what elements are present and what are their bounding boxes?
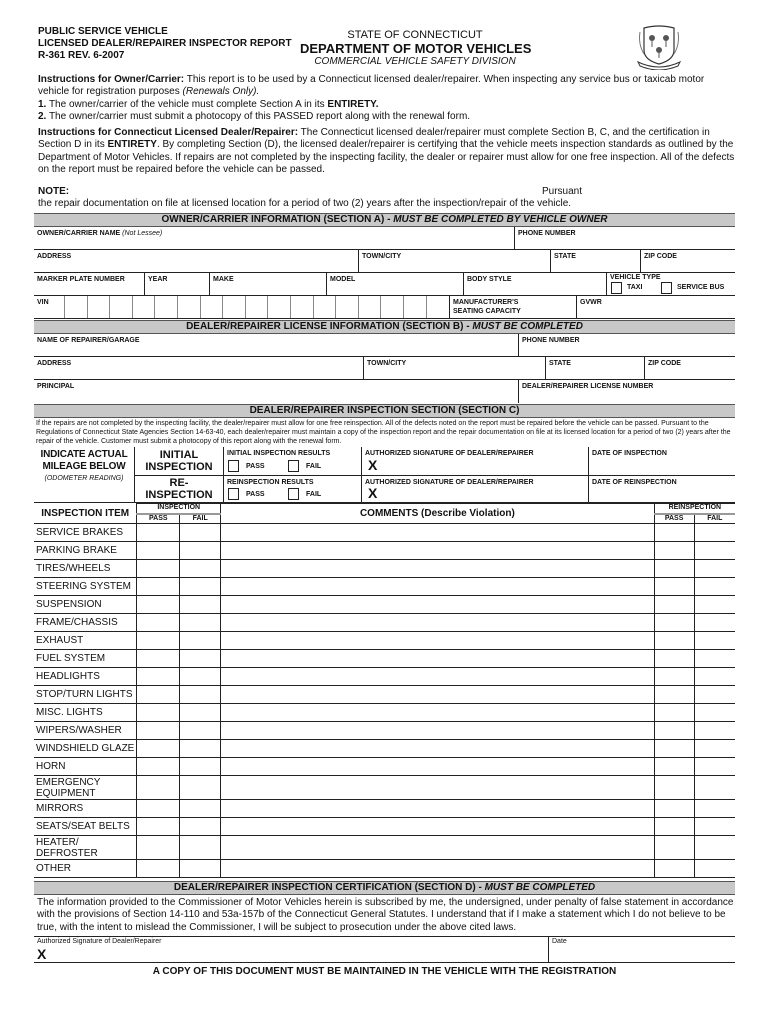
inspection-items-table [34, 503, 735, 878]
inspection-fail-cell[interactable] [180, 614, 221, 632]
pass-header: PASS [137, 514, 180, 524]
repairer-zip-field[interactable] [644, 357, 735, 379]
inspection-fail-cell[interactable] [180, 524, 221, 542]
inspection-fail-cell[interactable] [180, 836, 221, 860]
reinspection-fail-cell[interactable] [694, 686, 735, 704]
inspection-item-label: WINDSHIELD GLAZE [34, 740, 137, 758]
owner-name-field[interactable] [34, 227, 514, 249]
vin-box-divider [380, 296, 381, 318]
reinspection-fail-cell[interactable] [694, 632, 735, 650]
vin-box-divider [154, 296, 155, 318]
date-label: DATE OF REINSPECTION [592, 479, 677, 486]
reinspection-pass-cell[interactable] [654, 836, 694, 860]
town-label: TOWN/CITY [367, 360, 407, 367]
reinspection-results [223, 476, 361, 502]
inspection-block [34, 447, 735, 503]
comments-header: COMMENTS (Describe Violation) [221, 504, 655, 524]
owner-address-row [34, 250, 735, 273]
vin-box-divider [335, 296, 336, 318]
comments-cell[interactable] [221, 836, 655, 860]
inspection-fail-cell[interactable] [180, 800, 221, 818]
initial-fail-checkbox[interactable] [288, 460, 299, 472]
year-label: YEAR [148, 276, 168, 283]
section-a-header [34, 213, 735, 227]
mileage-label-1: INDICATE ACTUAL [40, 449, 128, 460]
note-text: the repair documentation on file at licensed location for a period of two (2) years after the inspection/repair of the vehicle. [38, 198, 572, 210]
vin-box-divider [267, 296, 268, 318]
comments-cell[interactable] [221, 542, 655, 560]
owner-instructions-title: Instructions for Owner/Carrier: [38, 74, 185, 85]
section-c-notice: If the repairs are not completed by the inspecting facility, the dealer/repairer must allow for one free reinspection. All of the defects noted on the report must be repaired before the vehicle can be passed. Pursuant to the Regulations of Connecticut State Agencies Section 14-63-40, each dealer/repairer must maintain a copy of the inspection report and the repair documentation on file at its licensed location for a period of two (2) years after the repair of the vehicle. Customer must submit a photocopy of this report along with the renewal form. [36, 420, 731, 445]
signature-x-mark: X [37, 945, 47, 962]
inspection-item-label: WIPERS/WASHER [34, 722, 137, 740]
inspection-pass-cell[interactable] [137, 614, 180, 632]
table-row [34, 860, 735, 878]
reinspection-fail-cell[interactable] [694, 818, 735, 836]
step-emphasis: ENTIRETY. [327, 98, 379, 110]
owner-instructions [38, 74, 738, 123]
body-style-field[interactable] [463, 273, 606, 295]
section-d-header [34, 881, 735, 895]
fail-label: FAIL [306, 491, 322, 498]
vin-row [34, 296, 735, 319]
taxi-checkbox[interactable] [611, 282, 622, 294]
reinspection-fail-cell[interactable] [694, 614, 735, 632]
make-label: MAKE [213, 276, 234, 283]
inspection-item-header: INSPECTION ITEM [34, 504, 137, 524]
inspection-item-label: MISC. LIGHTS [34, 704, 137, 722]
inspection-item-label: SERVICE BRAKES [34, 524, 137, 542]
table-row [34, 800, 735, 818]
table-row [34, 776, 735, 800]
reinspection-fail-cell[interactable] [694, 800, 735, 818]
owner-state-field[interactable] [550, 250, 640, 272]
table-row [34, 704, 735, 722]
reinspection-fail-cell[interactable] [694, 596, 735, 614]
inspection-fail-cell[interactable] [180, 650, 221, 668]
inspection-item-label: EXHAUST [34, 632, 137, 650]
reinspection-pass-cell[interactable] [654, 614, 694, 632]
principal-label: PRINCIPAL [37, 383, 75, 390]
repairer-town-field[interactable] [363, 357, 545, 379]
initial-inspection-label [134, 447, 223, 475]
comments-cell[interactable] [221, 614, 655, 632]
inspection-pass-cell[interactable] [137, 800, 180, 818]
section-d-requirement: MUST BE COMPLETED [484, 882, 596, 893]
make-field[interactable] [209, 273, 326, 295]
odometer-note: (ODOMETER READING) [44, 475, 124, 482]
reinspection-fail-cell[interactable] [694, 722, 735, 740]
inspection-pass-cell[interactable] [137, 860, 180, 878]
reinspection-fail-cell[interactable] [694, 836, 735, 860]
table-row [34, 668, 735, 686]
reinspection-pass-cell[interactable] [654, 686, 694, 704]
inspection-item-label: TIRES/WHEELS [34, 560, 137, 578]
table-row [34, 578, 735, 596]
inspection-fail-cell[interactable] [180, 818, 221, 836]
reinspection-pass-cell[interactable] [654, 758, 694, 776]
inspection-fail-cell[interactable] [180, 686, 221, 704]
agency-header [300, 29, 530, 67]
vin-box-divider [403, 296, 404, 318]
town-label: TOWN/CITY [362, 253, 402, 260]
mileage-field[interactable] [34, 447, 134, 502]
comments-cell[interactable] [221, 578, 655, 596]
signature-label: AUTHORIZED SIGNATURE OF DEALER/REPAIRER [365, 479, 534, 486]
owner-name-row [34, 227, 735, 250]
reinspection-pass-cell[interactable] [654, 818, 694, 836]
table-header-row [34, 504, 735, 514]
fail-label: FAIL [306, 463, 322, 470]
inspection-fail-cell[interactable] [180, 542, 221, 560]
plate-field[interactable] [34, 273, 144, 295]
form-title-2: LICENSED DEALER/REPAIRER INSPECTOR REPORT [38, 38, 292, 49]
vin-box-divider [132, 296, 133, 318]
signature-label: AUTHORIZED SIGNATURE OF DEALER/REPAIRER [365, 450, 534, 457]
section-b-requirement: MUST BE COMPLETED [472, 321, 583, 332]
dealer-instructions-text-2: . By completing Section (D), the licensed dealer/repairer is certifying that the vehicle meets inspection standards as outlined by the Department of Motor Vehicles. If repairs are not completed by the inspecting facility, the dealer or repairer must allow for one free inspection. All of the defects on the report must be repaired before the vehicle can be passed. [38, 139, 735, 175]
reinspection-fail-cell[interactable] [694, 740, 735, 758]
inspection-item-label: PARKING BRAKE [34, 542, 137, 560]
inspection-pass-cell[interactable] [137, 542, 180, 560]
vehicle-type-field [606, 273, 735, 295]
inspection-item-label: HEATER/ DEFROSTER [34, 836, 137, 860]
inspection-item-label: SEATS/SEAT BELTS [34, 818, 137, 836]
section-d [34, 881, 735, 978]
inspection-date-field[interactable] [588, 447, 735, 475]
reinspection-fail-cell[interactable] [694, 542, 735, 560]
reinspection-fail-cell[interactable] [694, 578, 735, 596]
phone-label: PHONE NUMBER [518, 230, 576, 237]
dealer-instructions [38, 127, 738, 176]
division-name: COMMERCIAL VEHICLE SAFETY DIVISION [314, 56, 516, 67]
initial-signature-field[interactable] [361, 447, 588, 475]
table-row [34, 722, 735, 740]
seating-capacity-field[interactable] [449, 296, 576, 318]
vin-box-divider [426, 296, 427, 318]
gvwr-field[interactable] [576, 296, 735, 318]
inspection-header: INSPECTION [137, 504, 221, 514]
reinspection-pass-cell[interactable] [654, 740, 694, 758]
inspection-pass-cell[interactable] [137, 632, 180, 650]
section-b-header [34, 320, 735, 334]
gvwr-label: GVWR [580, 299, 602, 306]
reinspection-pass-cell[interactable] [654, 560, 694, 578]
inspection-pass-cell[interactable] [137, 722, 180, 740]
comments-cell[interactable] [221, 686, 655, 704]
section-b-title: DEALER/REPAIRER LICENSE INFORMATION (SECTION B) - [186, 321, 473, 332]
table-row [34, 818, 735, 836]
certification-date-field[interactable] [548, 937, 735, 962]
state-name: STATE OF CONNECTICUT [347, 29, 483, 41]
certification-signature-field[interactable] [34, 937, 548, 962]
reinspection-fail-cell[interactable] [694, 704, 735, 722]
initial-results [223, 447, 361, 475]
reinspection-fail-checkbox[interactable] [288, 488, 299, 500]
owner-instructions-note: (Renewals Only). [182, 86, 260, 98]
zip-label: ZIP CODE [648, 360, 681, 367]
inspection-fail-cell[interactable] [180, 740, 221, 758]
reinspection-pass-cell[interactable] [654, 632, 694, 650]
date-label: Date [552, 937, 567, 945]
table-row [34, 632, 735, 650]
reinspection-pass-cell[interactable] [654, 860, 694, 878]
model-field[interactable] [326, 273, 463, 295]
dealer-instructions-emphasis: ENTIRETY [107, 139, 157, 151]
signature-x-mark: X [368, 457, 378, 473]
vehicle-row [34, 273, 735, 296]
inspection-item-label: OTHER [34, 860, 137, 878]
pass-label: PASS [246, 463, 265, 470]
reinspection-fail-cell[interactable] [694, 668, 735, 686]
owner-address-field[interactable] [34, 250, 358, 272]
phone-label: PHONE NUMBER [522, 337, 580, 344]
step-text: The owner/carrier of the vehicle must complete Section A in its [46, 98, 328, 110]
vin-field[interactable] [34, 296, 449, 318]
repairer-name-label: NAME OF REPAIRER/GARAGE [37, 337, 140, 344]
reinspection-fail-cell[interactable] [694, 758, 735, 776]
vin-box-divider [177, 296, 178, 318]
step-number: 1. [38, 98, 47, 110]
inspection-fail-cell[interactable] [180, 632, 221, 650]
license-number-field[interactable] [518, 380, 735, 403]
department-name: DEPARTMENT OF MOTOR VEHICLES [300, 41, 532, 56]
mileage-label-2: MILEAGE BELOW [42, 461, 126, 472]
fail-header: FAIL [180, 514, 221, 524]
comments-cell[interactable] [221, 860, 655, 878]
inspection-pass-cell[interactable] [137, 776, 180, 800]
owner-name-note: (Not Lessee) [122, 230, 163, 237]
address-label: ADDRESS [37, 360, 72, 367]
inspection-pass-cell[interactable] [137, 560, 180, 578]
reinspection-fail-cell[interactable] [694, 776, 735, 800]
footer-notice: A COPY OF THIS DOCUMENT MUST BE MAINTAINED IN THE VEHICLE WITH THE REGISTRATION [152, 965, 617, 977]
reinspection-fail-cell[interactable] [694, 560, 735, 578]
comments-cell[interactable] [221, 776, 655, 800]
re-label-1: RE- [169, 477, 189, 489]
form-number: R-361 REV. 6-2007 [38, 50, 125, 61]
reinspection-fail-cell[interactable] [694, 650, 735, 668]
reinspection-pass-cell[interactable] [654, 704, 694, 722]
repairer-name-field[interactable] [34, 334, 518, 356]
reinspection-pass-cell[interactable] [654, 596, 694, 614]
inspection-pass-cell[interactable] [137, 818, 180, 836]
inspection-fail-cell[interactable] [180, 560, 221, 578]
reinspection-fail-cell[interactable] [694, 860, 735, 878]
reinspection-header: REINSPECTION [654, 504, 735, 514]
step-number: 2. [38, 110, 47, 122]
comments-cell[interactable] [221, 740, 655, 758]
comments-cell[interactable] [221, 632, 655, 650]
reinspection-pass-cell[interactable] [654, 800, 694, 818]
vin-box-divider [222, 296, 223, 318]
inspection-pass-cell[interactable] [137, 650, 180, 668]
reinspection-pass-cell[interactable] [654, 668, 694, 686]
owner-phone-field[interactable] [514, 227, 735, 249]
reinspection-pass-cell[interactable] [654, 578, 694, 596]
inspection-item-label: STEERING SYSTEM [34, 578, 137, 596]
reinspection-pass-checkbox[interactable] [228, 488, 239, 500]
table-row [34, 596, 735, 614]
pass-header: PASS [654, 514, 694, 524]
reinspection-pass-cell[interactable] [654, 650, 694, 668]
reinspection-pass-cell[interactable] [654, 776, 694, 800]
year-field[interactable] [144, 273, 209, 295]
note-label: NOTE: [38, 186, 70, 197]
inspection-pass-cell[interactable] [137, 686, 180, 704]
vehicle-type-label: VEHICLE TYPE [610, 274, 661, 281]
vin-box-divider [245, 296, 246, 318]
seating-label-2: SEATING CAPACITY [453, 308, 521, 315]
inspection-pass-cell[interactable] [137, 758, 180, 776]
repairer-name-row [34, 334, 735, 357]
address-label: ADDRESS [37, 253, 72, 260]
reinspection-results-label: REINSPECTION RESULTS [227, 479, 314, 486]
state-label: STATE [554, 253, 576, 260]
vin-box-divider [87, 296, 88, 318]
inspection-pass-cell[interactable] [137, 740, 180, 758]
reinspection-signature-field[interactable] [361, 476, 588, 502]
inspection-item-label: FUEL SYSTEM [34, 650, 137, 668]
repairer-phone-field[interactable] [518, 334, 735, 356]
reinspection-pass-cell[interactable] [654, 722, 694, 740]
table-row [34, 614, 735, 632]
inspection-item-label: STOP/TURN LIGHTS [34, 686, 137, 704]
inspection-item-label: HORN [34, 758, 137, 776]
model-label: MODEL [330, 276, 356, 283]
repairer-address-row [34, 357, 735, 380]
zip-label: ZIP CODE [644, 253, 677, 260]
table-row [34, 524, 735, 542]
plate-label: MARKER PLATE NUMBER [37, 276, 125, 283]
license-number-label: DEALER/REPAIRER LICENSE NUMBER [522, 383, 654, 390]
reinspection-pass-cell[interactable] [654, 524, 694, 542]
vin-box-divider [64, 296, 65, 318]
inspection-pass-cell[interactable] [137, 836, 180, 860]
comments-cell[interactable] [221, 722, 655, 740]
inspection-pass-cell[interactable] [137, 596, 180, 614]
owner-town-field[interactable] [358, 250, 550, 272]
initial-pass-checkbox[interactable] [228, 460, 239, 472]
owner-name-label: OWNER/CARRIER NAME [37, 230, 123, 237]
table-row [34, 758, 735, 776]
service-bus-label: SERVICE BUS [677, 284, 725, 291]
inspection-item-label: HEADLIGHTS [34, 668, 137, 686]
comments-cell[interactable] [221, 800, 655, 818]
table-row [34, 836, 735, 860]
section-a-title: OWNER/CARRIER INFORMATION (SECTION A) - [161, 214, 394, 225]
table-row [34, 650, 735, 668]
reinspection-label [134, 476, 223, 502]
pass-label: PASS [246, 491, 265, 498]
inspection-pass-cell[interactable] [137, 578, 180, 596]
table-row [34, 542, 735, 560]
inspection-item-label: FRAME/CHASSIS [34, 614, 137, 632]
inspection-fail-cell[interactable] [180, 578, 221, 596]
owner-instructions-text: This report is to be used by a Connecticut licensed dealer/repairer. When inspecting any service bus or taxicab motor vehicle for registration purposes [38, 74, 705, 98]
body-style-label: BODY STYLE [467, 276, 512, 283]
re-label-2: INSPECTION [145, 489, 213, 501]
vin-box-divider [313, 296, 314, 318]
taxi-label: TAXI [627, 284, 643, 291]
signature-x-mark: X [368, 485, 378, 501]
reinspection-pass-cell[interactable] [654, 542, 694, 560]
section-d-title: DEALER/REPAIRER INSPECTION CERTIFICATION (SECTION D) - [173, 882, 485, 893]
initial-label-1: INITIAL [159, 449, 199, 461]
date-label: DATE OF INSPECTION [592, 450, 667, 457]
comments-cell[interactable] [221, 704, 655, 722]
section-a-requirement: MUST BE COMPLETED BY VEHICLE OWNER [393, 214, 608, 225]
state-label: STATE [549, 360, 571, 367]
certification-signature-row [34, 936, 735, 963]
inspection-item-label: SUSPENSION [34, 596, 137, 614]
section-c-header: DEALER/REPAIRER INSPECTION SECTION (SECTION C) [34, 404, 735, 418]
principal-row [34, 380, 735, 403]
form-header [38, 26, 292, 62]
reinspection-date-field[interactable] [588, 476, 735, 502]
vin-box-divider [290, 296, 291, 318]
seating-label-1: MANUFACTURER'S [453, 299, 519, 306]
certification-text: The information provided to the Commissioner of Motor Vehicles herein is subscribed by me, the undersigned, under penalty of false statement in accordance with the provisions of Section 14-110 and 53a-157b of the Connecticut General Statutes. I understand that if I make a statement which I do not believe to be true, with the intent to mislead the Commissioner, I will be subject to prosecution under the above cited laws. [37, 897, 734, 933]
inspection-fail-cell[interactable] [180, 776, 221, 800]
note-pursuant: Pursuant [542, 186, 583, 197]
form-title-1: PUBLIC SERVICE VEHICLE [38, 26, 168, 37]
service-bus-checkbox[interactable] [661, 282, 672, 294]
signature-label: Authorized Signature of Dealer/Repairer [37, 937, 162, 945]
vin-box-divider [358, 296, 359, 318]
owner-zip-field[interactable] [640, 250, 735, 272]
table-row [34, 560, 735, 578]
comments-cell[interactable] [221, 650, 655, 668]
inspection-fail-cell[interactable] [180, 722, 221, 740]
reinspection-fail-cell[interactable] [694, 524, 735, 542]
vin-box-divider [200, 296, 201, 318]
inspection-pass-cell[interactable] [137, 704, 180, 722]
state-seal-icon [628, 24, 690, 70]
note [38, 186, 738, 211]
inspection-fail-cell[interactable] [180, 758, 221, 776]
step-text: The owner/carrier must submit a photocopy of this PASSED report along with the renewal form. [46, 110, 471, 122]
initial-label-2: INSPECTION [145, 461, 213, 473]
dealer-instructions-text: The Connecticut licensed dealer/repairer must complete Section B, C, and the certification in Section D in its [38, 127, 710, 151]
initial-results-label: INITIAL INSPECTION RESULTS [227, 450, 331, 457]
comments-cell[interactable] [221, 818, 655, 836]
vin-box-divider [109, 296, 110, 318]
inspection-item-label: MIRRORS [34, 800, 137, 818]
principal-field[interactable] [34, 380, 518, 403]
table-row [34, 686, 735, 704]
dealer-instructions-title: Instructions for Connecticut Licensed Dealer/Repairer: [38, 127, 299, 138]
inspection-fail-cell[interactable] [180, 860, 221, 878]
fail-header: FAIL [694, 514, 735, 524]
comments-cell[interactable] [221, 524, 655, 542]
inspection-fail-cell[interactable] [180, 668, 221, 686]
comments-cell[interactable] [221, 758, 655, 776]
inspection-item-label: EMERGENCY EQUIPMENT [34, 776, 137, 800]
table-row [34, 740, 735, 758]
repairer-address-field[interactable] [34, 357, 363, 379]
inspection-pass-cell[interactable] [137, 668, 180, 686]
comments-cell[interactable] [221, 560, 655, 578]
vin-label: VIN [37, 299, 49, 306]
inspection-pass-cell[interactable] [137, 524, 180, 542]
inspection-fail-cell[interactable] [180, 596, 221, 614]
comments-cell[interactable] [221, 596, 655, 614]
inspection-fail-cell[interactable] [180, 704, 221, 722]
repairer-state-field[interactable] [545, 357, 644, 379]
comments-cell[interactable] [221, 668, 655, 686]
